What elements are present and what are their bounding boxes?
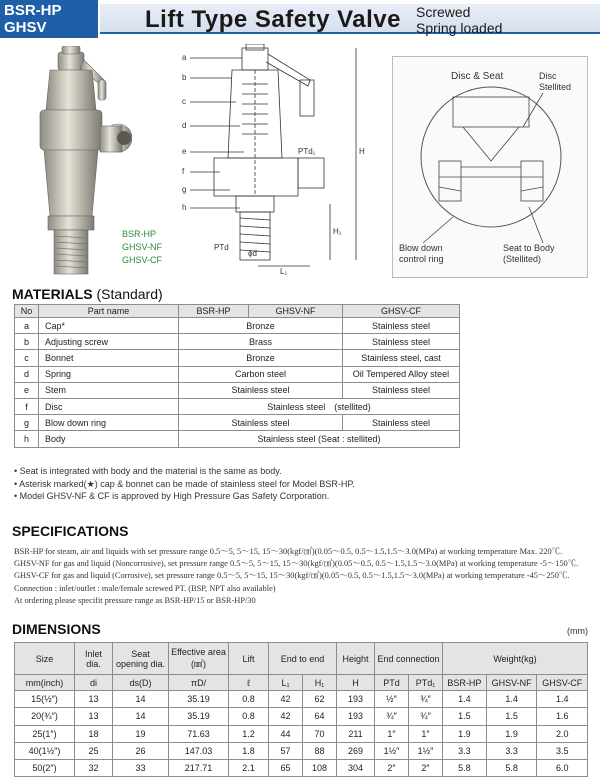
dimension-cell: 71.63 bbox=[169, 725, 229, 742]
drawing-dim-ptd: PTd bbox=[214, 243, 229, 252]
dimension-cell: 1½″ bbox=[375, 742, 409, 759]
dimension-cell: 0.8 bbox=[229, 691, 269, 708]
table-row bbox=[15, 382, 460, 398]
spec-line: GHSV-NF for gas and liquid (Noncorrosive), set pressure range 0.5～5, 5～15, 15～30(kgf/㎠)(0.05～0.5, 0.5～1.5,1.5～3.0(MPa) at working temperature -5～150℃. bbox=[14, 559, 579, 569]
dimension-cell: 65 bbox=[269, 760, 303, 777]
dimension-cell: 40(1½″) bbox=[15, 742, 75, 759]
cell-cf: Stainless steel bbox=[343, 382, 460, 398]
cell-part: Blow down ring bbox=[39, 415, 179, 431]
drawing-letter-e: e bbox=[182, 147, 187, 156]
dimension-cell: 5.8 bbox=[443, 760, 487, 777]
dimension-cell: 42 bbox=[269, 691, 303, 708]
cell-bsr-nf: Bronze bbox=[179, 318, 343, 334]
cell-part: Adjusting screw bbox=[39, 334, 179, 350]
dimension-cell: 2″ bbox=[375, 760, 409, 777]
table-row bbox=[15, 334, 460, 350]
dimension-cell: 35.19 bbox=[169, 708, 229, 725]
col-inlet: Inlet dia. bbox=[75, 643, 113, 675]
dimension-cell: 42 bbox=[269, 708, 303, 725]
dimension-cell: 1.4 bbox=[443, 691, 487, 708]
col-lift: Lift bbox=[229, 643, 269, 675]
dimensions-unit: (mm) bbox=[567, 626, 588, 636]
dimension-cell: 33 bbox=[113, 760, 169, 777]
dimension-cell: 13 bbox=[75, 691, 113, 708]
spec-line: At ordering please specifit pressure range as BSR-HP/15 or BSR-HP/30 bbox=[14, 595, 256, 605]
cell-part: Stem bbox=[39, 382, 179, 398]
dimension-cell: 269 bbox=[337, 742, 375, 759]
col-seat: Seat opening dia. bbox=[113, 643, 169, 675]
dimension-cell: 35.19 bbox=[169, 691, 229, 708]
dimension-cell: 1.2 bbox=[229, 725, 269, 742]
sub-l1: L₁ bbox=[269, 675, 303, 691]
cell-no: h bbox=[15, 431, 39, 447]
photo-model-labels bbox=[122, 228, 162, 267]
sub-w-nf: GHSV-NF bbox=[486, 675, 537, 691]
spec-line: Connection : inlet/outlet : male/female screwed PT. (BSP, NPT also available) bbox=[14, 583, 276, 593]
col-area: Effective area (㎟) bbox=[169, 643, 229, 675]
dimension-cell: 304 bbox=[337, 760, 375, 777]
dimension-cell: 15(½″) bbox=[15, 691, 75, 708]
note-line: • Asterisk marked(★) cap & bonnet can be made of stainless steel for Model BSR-HP. bbox=[14, 478, 355, 489]
dimension-cell: 193 bbox=[337, 691, 375, 708]
dimension-cell: 1.5 bbox=[443, 708, 487, 725]
dimension-cell: 1.9 bbox=[443, 725, 487, 742]
col-part-name: Part name bbox=[39, 305, 179, 318]
dimension-cell: 20(¾″) bbox=[15, 708, 75, 725]
cell-no: g bbox=[15, 415, 39, 431]
cell-bsr-nf: Brass bbox=[179, 334, 343, 350]
dimensions-body bbox=[15, 691, 588, 777]
dimensions-header-row-2 bbox=[15, 675, 588, 691]
subtitle-line-1: Screwed bbox=[416, 4, 471, 20]
dimension-cell: 25 bbox=[75, 742, 113, 759]
materials-heading-sub: (Standard) bbox=[96, 286, 163, 302]
col-no: No bbox=[15, 305, 39, 318]
sub-w-cf: GHSV-CF bbox=[537, 675, 588, 691]
cell-bsr-nf: Carbon steel bbox=[179, 366, 343, 382]
col-size: Size bbox=[15, 643, 75, 675]
cell-no: b bbox=[15, 334, 39, 350]
col-end-connection: End connection bbox=[375, 643, 443, 675]
specifications-heading: SPECIFICATIONS bbox=[12, 523, 129, 539]
dimension-cell: 1.4 bbox=[486, 691, 537, 708]
sub-ds: ds(D) bbox=[113, 675, 169, 691]
dimension-cell: 50(2″) bbox=[15, 760, 75, 777]
drawing-dim-d: ϕd bbox=[248, 249, 257, 258]
sub-size: mm(inch) bbox=[15, 675, 75, 691]
dimension-cell: 147.03 bbox=[169, 742, 229, 759]
note-line: • Model GHSV-NF & CF is approved by High Pressure Gas Safety Corporation. bbox=[14, 491, 330, 501]
dimension-cell: 1″ bbox=[409, 725, 443, 742]
dimension-cell: 0.8 bbox=[229, 708, 269, 725]
page-subtitle bbox=[416, 4, 502, 36]
materials-table bbox=[14, 304, 460, 448]
dimension-cell: 64 bbox=[303, 708, 337, 725]
dimension-cell: 14 bbox=[113, 691, 169, 708]
dimension-cell: 3.5 bbox=[537, 742, 588, 759]
spec-line: BSR-HP for steam, air and liquids with set pressure range 0.5～5, 5～15, 15～30(kgf/㎠)(0.05～0.5, 0.5～1.5,1.5～3.0(MPa) at working temperature Max. 220℃. bbox=[14, 547, 563, 556]
drawing-letter-a: a bbox=[182, 53, 187, 62]
materials-notes bbox=[14, 465, 355, 503]
dimension-cell: 5.8 bbox=[486, 760, 537, 777]
table-row bbox=[15, 398, 460, 414]
col-bsr-hp: BSR-HP bbox=[179, 305, 249, 318]
table-row bbox=[15, 431, 460, 447]
table-row bbox=[15, 760, 588, 777]
drawing-letter-b: b bbox=[182, 73, 187, 82]
dimension-cell: 19 bbox=[113, 725, 169, 742]
sub-h1: H₁ bbox=[303, 675, 337, 691]
dimension-cell: 1.6 bbox=[537, 708, 588, 725]
materials-heading-title: MATERIALS bbox=[12, 286, 93, 302]
drawing-dim-l1: L₁ bbox=[280, 267, 288, 276]
sub-h: H bbox=[337, 675, 375, 691]
dimension-cell: 25(1″) bbox=[15, 725, 75, 742]
cell-cf: Stainless steel, cast bbox=[343, 350, 460, 366]
sub-w-bsr: BSR-HP bbox=[443, 675, 487, 691]
col-end-to-end: End to end bbox=[269, 643, 337, 675]
drawing-dim-h1: H₁ bbox=[333, 227, 342, 236]
dimension-cell: 70 bbox=[303, 725, 337, 742]
table-row bbox=[15, 742, 588, 759]
table-row bbox=[15, 366, 460, 382]
dimension-cell: ¾″ bbox=[409, 691, 443, 708]
spec-line: GHSV-CF for gas and liquid (Corrosive), set pressure range 0.5～5, 5～15, 15～30(kgf/㎠)(0.05～0.5, 0.5～1.5,1.5～3.0(MPa) at working temperature -45～250℃. bbox=[14, 571, 570, 581]
subtitle-line-2: Spring loaded bbox=[416, 20, 503, 36]
sub-ptd: PTd bbox=[375, 675, 409, 691]
table-row bbox=[15, 318, 460, 334]
cell-bsr-nf: Stainless steel bbox=[179, 415, 343, 431]
table-row bbox=[15, 708, 588, 725]
table-row bbox=[15, 725, 588, 742]
dimension-cell: 1.8 bbox=[229, 742, 269, 759]
dimension-cell: 217.71 bbox=[169, 760, 229, 777]
dimension-cell: 32 bbox=[75, 760, 113, 777]
valve-photo bbox=[20, 46, 132, 276]
dimension-cell: 2″ bbox=[409, 760, 443, 777]
dimension-cell: 211 bbox=[337, 725, 375, 742]
page-title: Lift Type Safety Valve bbox=[145, 6, 401, 33]
cell-cf: Stainless steel bbox=[343, 334, 460, 350]
dimension-cell: 3.3 bbox=[486, 742, 537, 759]
dimension-cell: 57 bbox=[269, 742, 303, 759]
dimensions-table bbox=[14, 642, 588, 777]
specifications-text bbox=[14, 546, 596, 607]
table-row bbox=[15, 350, 460, 366]
cell-cf: Oil Tempered Alloy steel bbox=[343, 366, 460, 382]
dimension-cell: 2.1 bbox=[229, 760, 269, 777]
cell-no: a bbox=[15, 318, 39, 334]
cell-part: Body bbox=[39, 431, 179, 447]
dimension-cell: 44 bbox=[269, 725, 303, 742]
photo-label-ghsv-nf: GHSV-NF bbox=[122, 242, 163, 252]
cell-no: e bbox=[15, 382, 39, 398]
note-line: • Seat is integrated with body and the material is the same as body. bbox=[14, 466, 282, 476]
dimension-cell: ½″ bbox=[375, 691, 409, 708]
materials-heading bbox=[12, 286, 163, 302]
cell-bsr-nf: Stainless steel bbox=[179, 382, 343, 398]
dimension-cell: 1.4 bbox=[537, 691, 588, 708]
table-row bbox=[15, 691, 588, 708]
detail-label-seat: Seat to Body (Stellited) bbox=[503, 243, 555, 264]
cell-no: d bbox=[15, 366, 39, 382]
detail-label-disc: Disc Stellited bbox=[539, 71, 572, 92]
dimension-cell: 1.5 bbox=[486, 708, 537, 725]
dimension-cell: 3.3 bbox=[443, 742, 487, 759]
sub-di: di bbox=[75, 675, 113, 691]
dimension-cell: ¾″ bbox=[409, 708, 443, 725]
model-line-1: BSR-HP bbox=[4, 2, 62, 19]
col-weight: Weight(kg) bbox=[443, 643, 588, 675]
drawing-dim-h: H bbox=[359, 147, 365, 156]
drawing-letter-d: d bbox=[182, 121, 187, 130]
dimension-cell: 18 bbox=[75, 725, 113, 742]
cell-cf: Stainless steel bbox=[343, 318, 460, 334]
cell-part: Disc bbox=[39, 398, 179, 414]
detail-label-blow-down: Blow down control ring bbox=[399, 243, 444, 264]
cell-part: Cap* bbox=[39, 318, 179, 334]
dimension-cell: 6.0 bbox=[537, 760, 588, 777]
dimension-cell: 88 bbox=[303, 742, 337, 759]
cell-no: c bbox=[15, 350, 39, 366]
sub-lift: ℓ bbox=[229, 675, 269, 691]
dimension-cell: 13 bbox=[75, 708, 113, 725]
drawing-letter-g: g bbox=[182, 185, 187, 194]
model-line-2: GHSV bbox=[4, 19, 47, 36]
sub-area: πD/ bbox=[169, 675, 229, 691]
dimension-cell: 2.0 bbox=[537, 725, 588, 742]
drawing-letter-f: f bbox=[182, 167, 185, 176]
photo-label-ghsv-cf: GHSV-CF bbox=[122, 255, 163, 265]
model-badge bbox=[0, 0, 98, 38]
disc-seat-detail bbox=[392, 56, 588, 278]
dimension-cell: 1½″ bbox=[409, 742, 443, 759]
photo-label-bsr-hp: BSR-HP bbox=[122, 229, 157, 239]
cell-bsr-nf: Bronze bbox=[179, 350, 343, 366]
section-drawing bbox=[160, 44, 370, 276]
dimensions-heading: DIMENSIONS bbox=[12, 621, 101, 637]
dimension-cell: 62 bbox=[303, 691, 337, 708]
cell-all: Stainless steel (Seat : stellited) bbox=[179, 431, 460, 447]
col-ghsv-nf: GHSV-NF bbox=[249, 305, 343, 318]
cell-part: Bonnet bbox=[39, 350, 179, 366]
dimension-cell: 1.9 bbox=[486, 725, 537, 742]
cell-no: f bbox=[15, 398, 39, 414]
dimension-cell: 14 bbox=[113, 708, 169, 725]
table-row bbox=[15, 415, 460, 431]
cell-part: Spring bbox=[39, 366, 179, 382]
drawing-letter-c: c bbox=[182, 97, 186, 106]
drawing-letter-h: h bbox=[182, 203, 187, 212]
cell-all: Stainless steel (stellited) bbox=[179, 398, 460, 414]
detail-title: Disc & Seat bbox=[451, 71, 504, 82]
col-ghsv-cf: GHSV-CF bbox=[343, 305, 460, 318]
drawing-dim-ptd1: PTd₁ bbox=[298, 147, 316, 156]
col-height: Height bbox=[337, 643, 375, 675]
dimensions-header-row-1 bbox=[15, 643, 588, 675]
dimension-cell: 26 bbox=[113, 742, 169, 759]
materials-header-row bbox=[15, 305, 460, 318]
page-header bbox=[0, 0, 600, 40]
dimension-cell: ¾″ bbox=[375, 708, 409, 725]
sub-ptd1: PTd₁ bbox=[409, 675, 443, 691]
dimension-cell: 108 bbox=[303, 760, 337, 777]
dimension-cell: 1″ bbox=[375, 725, 409, 742]
cell-cf: Stainless steel bbox=[343, 415, 460, 431]
dimension-cell: 193 bbox=[337, 708, 375, 725]
